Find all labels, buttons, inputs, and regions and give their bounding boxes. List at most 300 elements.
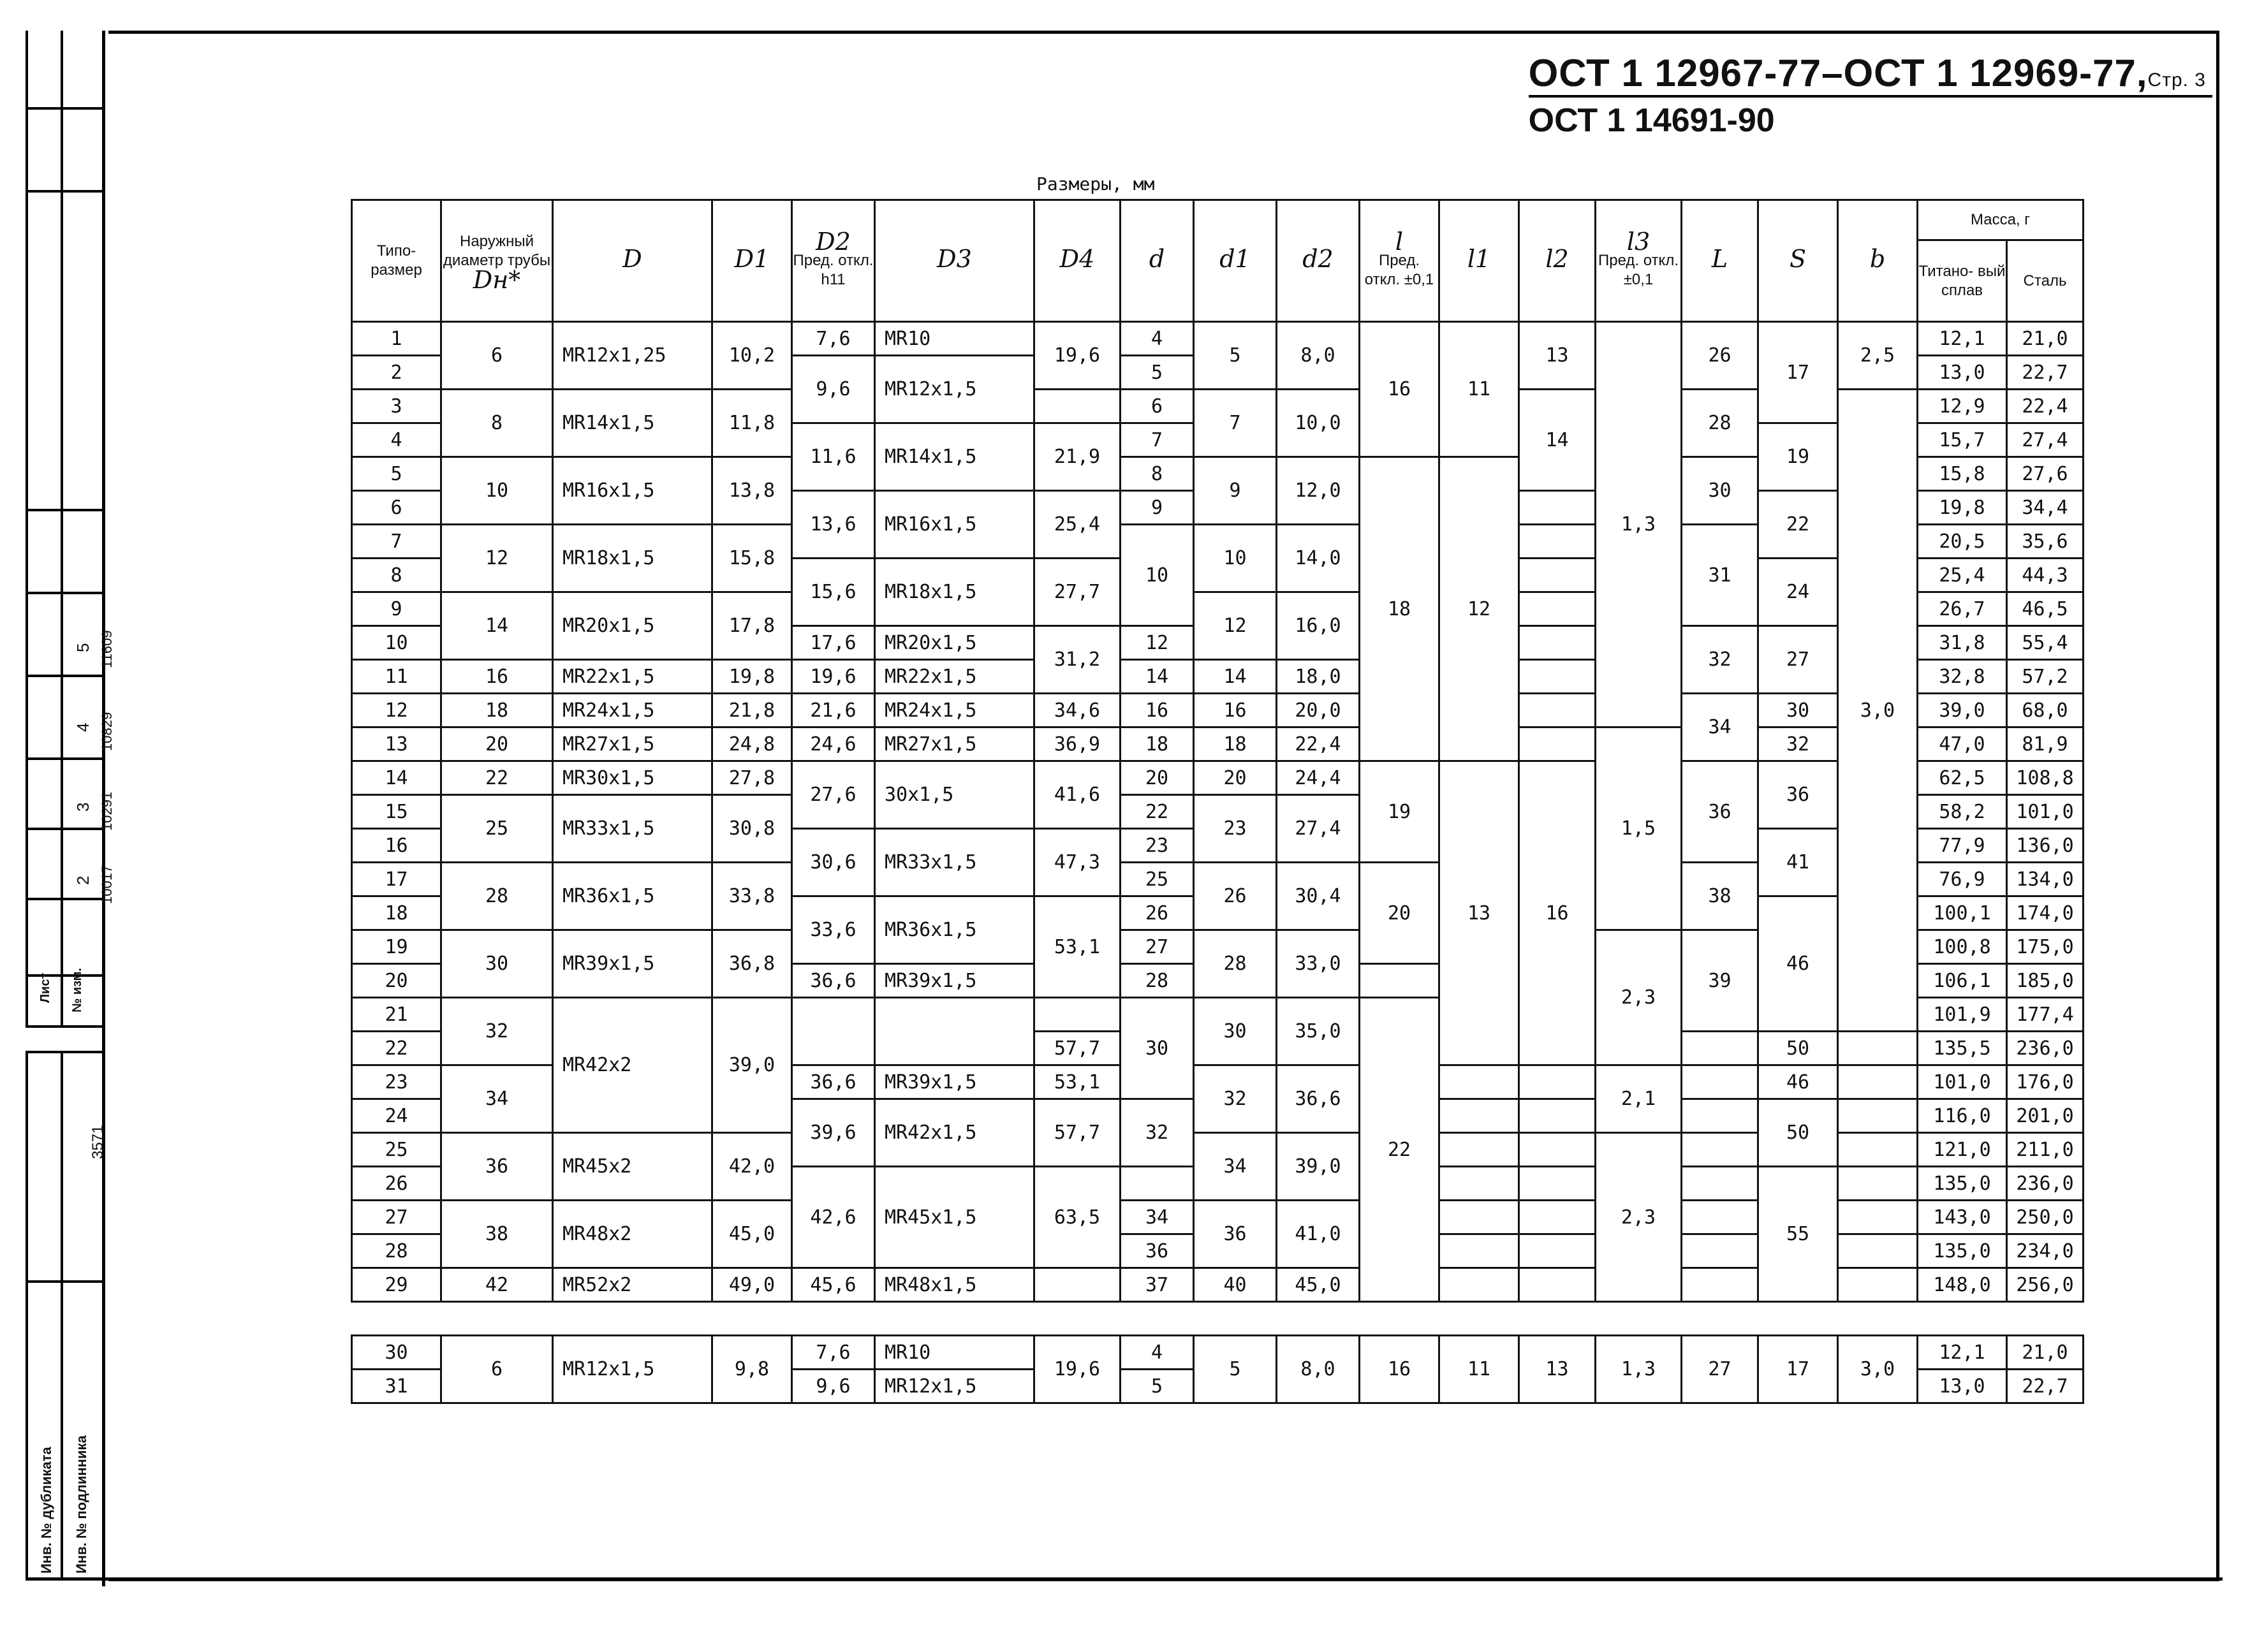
table-cell: 30: [1121, 998, 1194, 1099]
table-cell: 16: [441, 660, 553, 694]
table-cell: 53,1: [1034, 1065, 1121, 1099]
table-cell: 19: [1758, 423, 1838, 491]
table-cell: 100,1: [1918, 896, 2007, 930]
page-label: Стр. 3: [2147, 69, 2206, 91]
table-cell: [1682, 1065, 1758, 1099]
table-cell: 30x1,5: [875, 761, 1034, 829]
table-cell: 25: [441, 795, 553, 863]
table-row: [352, 322, 2084, 356]
table-cell: 18: [441, 694, 553, 727]
table-cell: MR48x1,5: [875, 1268, 1034, 1302]
table-cell: MR42x2: [553, 998, 712, 1133]
table-cell: 14,0: [1277, 525, 1360, 592]
table-cell: 8: [441, 390, 553, 457]
table-cell: 45,6: [792, 1268, 875, 1302]
table-cell: 23: [1121, 829, 1194, 863]
table-cell: 13,8: [712, 457, 792, 525]
table-cell: 7: [1194, 390, 1277, 457]
table-cell: [1682, 1167, 1758, 1201]
table-cell: 134,0: [2007, 863, 2084, 896]
table-cell: 27,6: [2007, 457, 2084, 491]
col-b-symbol: b: [1869, 245, 1886, 273]
change-label: 3: [73, 802, 92, 812]
table-cell: MR42x1,5: [875, 1099, 1034, 1167]
table-cell: 42: [441, 1268, 553, 1302]
table-cell: [1519, 1167, 1596, 1201]
table-cell: [1682, 1133, 1758, 1167]
table-cell: 22: [1121, 795, 1194, 829]
table-cell: [1682, 1268, 1758, 1302]
table-cell: [1519, 1268, 1596, 1302]
table-cell: MR24x1,5: [875, 694, 1034, 727]
table-cell: [1519, 559, 1596, 592]
table-cell: 175,0: [2007, 930, 2084, 964]
table-cell: 12: [1439, 457, 1519, 761]
table-cell: 37: [1121, 1268, 1194, 1302]
table-cell: 40: [1194, 1268, 1277, 1302]
table-cell: 36,6: [792, 964, 875, 998]
table-cell: MR12x1,5: [875, 1370, 1034, 1403]
table-row: [352, 1336, 2084, 1370]
table-cell: 8,0: [1277, 322, 1360, 390]
table-cell: 25,4: [1918, 559, 2007, 592]
table-cell: 19: [352, 930, 441, 964]
table-cell: [1360, 964, 1439, 998]
table-cell: 31: [1682, 525, 1758, 626]
table-cell: 250,0: [2007, 1201, 2084, 1234]
col-l3-symbol: l3: [1626, 228, 1650, 256]
table-cell: 27,4: [2007, 423, 2084, 457]
table-cell: 24: [352, 1099, 441, 1133]
table-cell: [1682, 1201, 1758, 1234]
table-cell: 20: [1360, 863, 1439, 964]
table-cell: 77,9: [1918, 829, 2007, 863]
table-cell: [1121, 1167, 1194, 1201]
table-cell: [1519, 1201, 1596, 1234]
table-cell: 15: [352, 795, 441, 829]
table-cell: 19,6: [1034, 1336, 1121, 1403]
table-cell: 16: [1194, 694, 1277, 727]
table-cell: 174,0: [2007, 896, 2084, 930]
table-cell: [1439, 1234, 1519, 1268]
table-cell: 24: [1758, 559, 1838, 626]
table-cell: 12,9: [1918, 390, 2007, 423]
table-cell: 39,0: [712, 998, 792, 1133]
table-cell: 30: [441, 930, 553, 998]
table-cell: 27,6: [792, 761, 875, 829]
table-cell: 19,8: [1918, 491, 2007, 525]
table-cell: 28: [441, 863, 553, 930]
table-cell: 12: [1121, 626, 1194, 660]
col-d2-symbol: d2: [1302, 245, 1334, 273]
table-cell: 44,3: [2007, 559, 2084, 592]
table-cell: 116,0: [1918, 1099, 2007, 1133]
table-cell: 36,6: [1277, 1065, 1360, 1133]
table-cell: 34: [441, 1065, 553, 1133]
table-row: [352, 727, 2084, 761]
table-cell: 6: [441, 1336, 553, 1403]
col-D-symbol: D: [622, 245, 642, 273]
table-cell: 21: [352, 998, 441, 1032]
table-cell: [1519, 1099, 1596, 1133]
table-cell: 4: [1121, 1336, 1194, 1370]
table-cell: 13: [1519, 1336, 1596, 1403]
table-cell: 7,6: [792, 1336, 875, 1370]
col-L: [1682, 200, 1758, 322]
table-cell: 3,0: [1838, 1336, 1918, 1403]
table-cell: 9,6: [792, 356, 875, 423]
doc-number: 3571: [89, 1125, 107, 1159]
table-cell: 38: [1682, 863, 1758, 930]
table-cell: 16: [1519, 761, 1596, 1065]
change-number: 10017: [99, 865, 115, 904]
table-cell: 25,4: [1034, 491, 1121, 559]
table-cell: 21,0: [2007, 322, 2084, 356]
table-cell: MR27x1,5: [553, 727, 712, 761]
table-cell: 27: [352, 1201, 441, 1234]
table-cell: 32: [1121, 1099, 1194, 1167]
table-cell: 17,6: [792, 626, 875, 660]
table-cell: 3: [352, 390, 441, 423]
table-cell: 101,0: [1918, 1065, 2007, 1099]
table-cell: 21,0: [2007, 1336, 2084, 1370]
col-dn: [441, 200, 553, 322]
table-cell: 1,3: [1596, 1336, 1682, 1403]
table-cell: 76,9: [1918, 863, 2007, 896]
table-cell: 28: [1121, 964, 1194, 998]
document-header: [1529, 51, 2212, 140]
table-cell: MR14x1,5: [875, 423, 1034, 491]
table-cell: 6: [352, 491, 441, 525]
table-cell: 22: [352, 1032, 441, 1065]
side-stamp: [26, 31, 115, 1580]
col-d-symbol: d: [1149, 245, 1165, 273]
table-cell: 32: [1758, 727, 1838, 761]
table-cell: 34,6: [1034, 694, 1121, 727]
table-cell: 32: [441, 998, 553, 1065]
col-D2-tolerance: Пред. откл. h11: [793, 252, 874, 288]
table-cell: 7: [352, 525, 441, 559]
table-cell: MR22x1,5: [875, 660, 1034, 694]
table-cell: MR39x1,5: [553, 930, 712, 998]
table-row: [352, 761, 2084, 795]
table-cell: 63,5: [1034, 1167, 1121, 1268]
table-cell: 15,6: [792, 559, 875, 626]
table-cell: 36: [1758, 761, 1838, 829]
table-cell: 135,5: [1918, 1032, 2007, 1065]
table-cell: 143,0: [1918, 1201, 2007, 1234]
table-cell: MR33x1,5: [875, 829, 1034, 896]
col-tiporazmer: Типо- размер: [352, 200, 441, 322]
change-label: 4: [73, 722, 92, 732]
table-cell: 9: [1194, 457, 1277, 525]
table-cell: 15,8: [1918, 457, 2007, 491]
table-cell: 27: [1121, 930, 1194, 964]
table-cell: 1,3: [1596, 322, 1682, 727]
table-cell: 106,1: [1918, 964, 2007, 998]
table-cell: 41,6: [1034, 761, 1121, 829]
table-cell: 31,2: [1034, 626, 1121, 694]
table-cell: 12: [1194, 592, 1277, 660]
table-cell: 201,0: [2007, 1099, 2084, 1133]
table-cell: [1519, 660, 1596, 694]
col-D2: [792, 200, 875, 322]
table-cell: 7: [1121, 423, 1194, 457]
table-cell: 22,4: [1277, 727, 1360, 761]
col-D2-symbol: D2: [816, 228, 851, 256]
table-cell: [1439, 1201, 1519, 1234]
col-dn-symbol: Dн*: [473, 266, 521, 294]
table-cell: 45,0: [1277, 1268, 1360, 1302]
table-cell: 57,7: [1034, 1032, 1121, 1065]
table-cell: [1439, 1099, 1519, 1133]
table-cell: 58,2: [1918, 795, 2007, 829]
table-cell: MR36x1,5: [875, 896, 1034, 964]
table-cell: [1519, 525, 1596, 559]
table-cell: 211,0: [2007, 1133, 2084, 1167]
table-cell: 19,6: [1034, 322, 1121, 390]
table-cell: 13,6: [792, 491, 875, 559]
table-cell: 121,0: [1918, 1133, 2007, 1167]
table-cell: MR20x1,5: [875, 626, 1034, 660]
table-cell: 101,9: [1918, 998, 2007, 1032]
table-cell: 33,6: [792, 896, 875, 964]
table-cell: 17: [1758, 322, 1838, 423]
list-label: Лист: [38, 972, 52, 1003]
col-mass-steel: Сталь: [2007, 240, 2084, 322]
table-cell: 20,0: [1277, 694, 1360, 727]
table-cell: 15,8: [712, 525, 792, 592]
col-L-symbol: L: [1711, 245, 1728, 273]
table-cell: 36,8: [712, 930, 792, 998]
table-cell: 24,4: [1277, 761, 1360, 795]
table-cell: MR24x1,5: [553, 694, 712, 727]
table-cell: 176,0: [2007, 1065, 2084, 1099]
table-cell: 14: [1121, 660, 1194, 694]
table-cell: 177,4: [2007, 998, 2084, 1032]
table-cell: [1838, 1268, 1918, 1302]
table-cell: 27,4: [1277, 795, 1360, 863]
table-cell: MR39x1,5: [875, 1065, 1034, 1099]
table-cell: 33,0: [1277, 930, 1360, 998]
table-cell: 36: [1121, 1234, 1194, 1268]
change-number: 10291: [99, 791, 115, 831]
table-cell: 36: [1682, 761, 1758, 863]
table-cell: 2,3: [1596, 1133, 1682, 1302]
table-cell: 6: [1121, 390, 1194, 423]
col-l1-symbol: l1: [1467, 245, 1491, 273]
table-cell: 5: [1194, 1336, 1277, 1403]
table-cell: 24,6: [792, 727, 875, 761]
table-cell: 49,0: [712, 1268, 792, 1302]
table-cell: 14: [1519, 390, 1596, 491]
table-cell: 148,0: [1918, 1268, 2007, 1302]
table-cell: 57,2: [2007, 660, 2084, 694]
table-cell: 24,8: [712, 727, 792, 761]
table-cell: [1519, 491, 1596, 525]
table-cell: 27: [1758, 626, 1838, 694]
table-cell: MR48x2: [553, 1201, 712, 1268]
table-cell: 41,0: [1277, 1201, 1360, 1268]
table-cell: MR16x1,5: [875, 491, 1034, 559]
col-d2: [1277, 200, 1360, 322]
table-cell: 8: [1121, 457, 1194, 491]
table-cell: [1034, 1268, 1121, 1302]
table-cell: 16: [1121, 694, 1194, 727]
table-cell: 33,8: [712, 863, 792, 930]
table-cell: 101,0: [2007, 795, 2084, 829]
table-cell: 20: [1121, 761, 1194, 795]
table-cell: [1838, 1065, 1918, 1099]
table-cell: 10: [1194, 525, 1277, 592]
table-cell: 18: [1360, 457, 1439, 761]
table-cell: 25: [1121, 863, 1194, 896]
change-label: 2: [73, 875, 92, 885]
table-cell: 17,8: [712, 592, 792, 660]
table-cell: 236,0: [2007, 1032, 2084, 1065]
table-cell: 16: [352, 829, 441, 863]
table-cell: 234,0: [2007, 1234, 2084, 1268]
table-cell: 21,6: [792, 694, 875, 727]
table-cell: 42,0: [712, 1133, 792, 1201]
table-cell: [1682, 1234, 1758, 1268]
col-mass: Масса, г: [1918, 200, 2084, 240]
change-number: 10829: [99, 712, 115, 751]
table-cell: 34,4: [2007, 491, 2084, 525]
table-cell: 36,9: [1034, 727, 1121, 761]
col-l3: [1596, 200, 1682, 322]
table-row: [352, 694, 2084, 727]
table-cell: [1519, 694, 1596, 727]
table-cell: 19,6: [792, 660, 875, 694]
table-cell: 34: [1121, 1201, 1194, 1234]
table-cell: 46: [1758, 896, 1838, 1032]
col-l-tolerance: Пред. откл. ±0,1: [1364, 252, 1434, 288]
col-d1-symbol: d1: [1219, 245, 1251, 273]
table-cell: 39: [1682, 930, 1758, 1032]
table-cell: 135,0: [1918, 1234, 2007, 1268]
table-cell: 22: [1758, 491, 1838, 559]
table-cell: MR14x1,5: [553, 390, 712, 457]
table-cell: 46,5: [2007, 592, 2084, 626]
table-cell: 9: [1121, 491, 1194, 525]
table-cell: 22,4: [2007, 390, 2084, 423]
table-cell: MR16x1,5: [553, 457, 712, 525]
table-cell: [1439, 1133, 1519, 1167]
col-mass-titanium: Титано- вый сплав: [1918, 240, 2007, 322]
table-cell: 32: [1682, 626, 1758, 694]
table-cell: 27,8: [712, 761, 792, 795]
table-cell: 29: [352, 1268, 441, 1302]
table-cell: 108,8: [2007, 761, 2084, 795]
table-cell: [875, 998, 1034, 1065]
col-d1: [1194, 200, 1277, 322]
table-cell: 38: [441, 1201, 553, 1268]
table-cell: 23: [1194, 795, 1277, 863]
table-cell: 55: [1758, 1167, 1838, 1302]
col-D4: [1034, 200, 1121, 322]
table-cell: 30,4: [1277, 863, 1360, 930]
table-cell: 55,4: [2007, 626, 2084, 660]
table-cell: 12,1: [1918, 322, 2007, 356]
table-cell: 1,5: [1596, 727, 1682, 930]
table-cell: [1838, 1234, 1918, 1268]
table-cell: 5: [1121, 356, 1194, 390]
table-cell: 13: [1439, 761, 1519, 1065]
table-cell: 3,0: [1838, 390, 1918, 1032]
table-cell: MR45x1,5: [875, 1167, 1034, 1268]
table-cell: 41: [1758, 829, 1838, 896]
table-cell: 18: [1194, 727, 1277, 761]
change-label: 5: [73, 643, 92, 652]
table-cell: [1034, 998, 1121, 1032]
table-cell: MR27x1,5: [875, 727, 1034, 761]
table-cell: 26,7: [1918, 592, 2007, 626]
table-cell: 39,0: [1277, 1133, 1360, 1201]
col-d: [1121, 200, 1194, 322]
table-cell: 11,8: [712, 390, 792, 457]
table-cell: 36: [441, 1133, 553, 1201]
table-cell: 47,0: [1918, 727, 2007, 761]
table-cell: 28: [352, 1234, 441, 1268]
table-cell: MR22x1,5: [553, 660, 712, 694]
table-cell: 36: [1194, 1201, 1277, 1268]
table-cell: 25: [352, 1133, 441, 1167]
table-cell: 10: [441, 457, 553, 525]
table-cell: 14: [352, 761, 441, 795]
table-cell: 81,9: [2007, 727, 2084, 761]
table-cell: 18: [352, 896, 441, 930]
table-cell: 8,0: [1277, 1336, 1360, 1403]
table-cell: 12,0: [1277, 457, 1360, 525]
table-cell: MR10: [875, 1336, 1034, 1370]
table-cell: 30: [1758, 694, 1838, 727]
table-cell: MR12x1,5: [553, 1336, 712, 1403]
table-cell: [1682, 1099, 1758, 1133]
table-cell: 50: [1758, 1032, 1838, 1065]
table-cell: MR12x1,25: [553, 322, 712, 390]
table-cell: 23: [352, 1065, 441, 1099]
table-cell: 39,0: [1918, 694, 2007, 727]
table-cell: 16: [1360, 322, 1439, 457]
table-cell: MR18x1,5: [553, 525, 712, 592]
table-cell: MR30x1,5: [553, 761, 712, 795]
table-cell: 21,9: [1034, 423, 1121, 491]
table-cell: 21,8: [712, 694, 792, 727]
table-cell: [1034, 390, 1121, 423]
table-cell: [1439, 1268, 1519, 1302]
inv-dub-label: Инв. № дубликата: [38, 1447, 54, 1574]
table-cell: 100,8: [1918, 930, 2007, 964]
table-cell: 9,8: [712, 1336, 792, 1403]
table-cell: 9,6: [792, 1370, 875, 1403]
col-l-symbol: l: [1395, 228, 1404, 256]
inv-podl-label: Инв. № подлинника: [73, 1435, 89, 1574]
table-cell: 135,0: [1918, 1167, 2007, 1201]
table-cell: [1439, 1167, 1519, 1201]
table-cell: 57,7: [1034, 1099, 1121, 1167]
table-cell: 32: [1194, 1065, 1277, 1133]
table-cell: 35,0: [1277, 998, 1360, 1065]
table-cell: 7,6: [792, 322, 875, 356]
table-cell: 17: [1758, 1336, 1838, 1403]
col-l1: [1439, 200, 1519, 322]
table-cell: 16: [1360, 1336, 1439, 1403]
table-cell: 22: [441, 761, 553, 795]
table-cell: 53,1: [1034, 896, 1121, 998]
table-cell: 26: [1682, 322, 1758, 390]
table-cell: 15,7: [1918, 423, 2007, 457]
